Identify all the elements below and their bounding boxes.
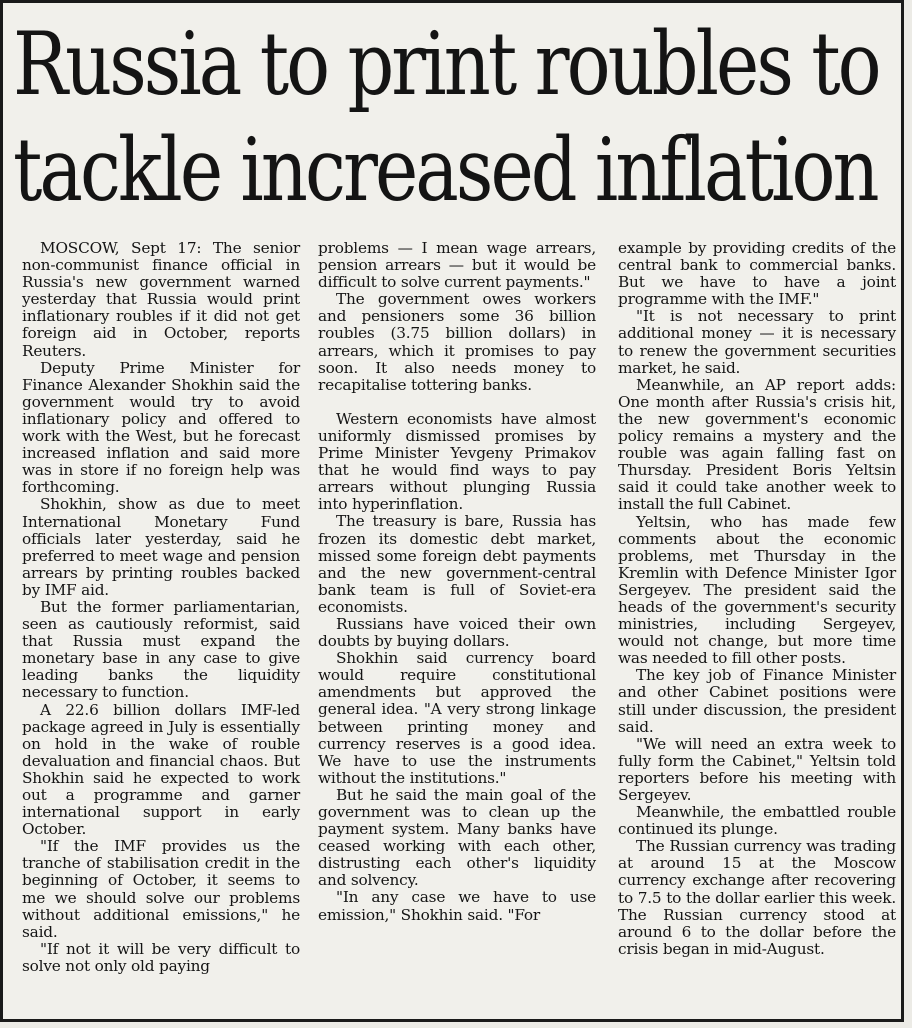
headline-line-1: Russia to print roubles to [13, 13, 879, 115]
paragraph: Yeltsin, who has made few comments about the economic problems, met Thursday in the Kremlin with Defence Minister Igor Sergeyev. The president said the heads of the government's security ministries, including Sergeyev, would not change, but more time was needed to fill other posts. [618, 512, 896, 668]
paragraph: The key job of Finance Minister and other Cabinet positions were still under discussion, the president said. [618, 666, 896, 736]
article-column-2 [318, 240, 596, 924]
headline [13, 11, 879, 223]
paragraph: "It is not necessary to print additional money — it is necessary to renew the government securities market, he said. [618, 307, 896, 377]
paragraph: A 22.6 billion dollars IMF-led package agreed in July is essentially on hold in the wake of rouble devaluation and financial chaos. But Shokhin said he expected to work out a programme and garner international support in early October. [22, 700, 300, 839]
paragraph: "If the IMF provides us the tranche of stabilisation credit in the beginning of October, it seems to me we should solve our problems without additional emissions," he said. [22, 837, 300, 941]
paragraph: "In any case we have to use emission," Shokhin said. "For [318, 888, 596, 924]
paragraph: Shokhin said currency board would require constitutional amendments but approved the general idea. "A very strong linkage between printing money and currency reserves is a good idea. We have to use the instruments without the institutions." [318, 649, 596, 787]
paragraph: Russians have voiced their own doubts by buying dollars. [318, 614, 596, 651]
paragraph: problems — I mean wage arrears, pension arrears — but it would be difficult to solve current payments." [318, 239, 596, 292]
paragraph: The treasury is bare, Russia has frozen its domestic debt market, missed some foreign debt payments and the new government-central bank team is full of Soviet-era economists. [318, 512, 596, 616]
paragraph: Deputy Prime Minister for Finance Alexander Shokhin said the government would try to avoid inflationary policy and offered to work with the West, but he forecast increased inflation and said more was in store if no foreign help was forthcoming. [22, 358, 300, 497]
paragraph: Western economists have almost uniformly dismissed promises by Prime Minister Yevgeny Primakov that he would find ways to pay arrears without plunging Russia into hyperinflation. [318, 409, 596, 514]
paragraph: "If not it will be very difficult to solve not only old paying [22, 939, 300, 975]
paragraph: example by providing credits of the central bank to commercial banks. But we have to have a joint programme with the IMF." [618, 239, 896, 309]
paragraph: But he said the main goal of the government was to clean up the payment system. Many banks have ceased working with each other, distrusting each other's liquidity and solvency. [318, 785, 596, 890]
article-column-1 [22, 240, 300, 975]
paragraph: "We will need an extra week to fully form the Cabinet," Yeltsin told reporters before his meeting with Sergeyev. [618, 734, 896, 804]
paragraph: The Russian currency was trading at around 15 at the Moscow currency exchange after recovering to 7.5 to the dollar earlier this week. The Russian currency stood at around 6 to the dollar before the crisis began in mid-August. [618, 837, 896, 958]
headline-line-2: tackle increased inflation [13, 119, 877, 221]
paragraph: MOSCOW, Sept 17: The senior non-communist finance official in Russia's new government warned yesterday that Russia would print inflationary roubles if it did not get foreign aid in October, reports Reuters. [22, 239, 300, 360]
article-column-3 [618, 240, 896, 958]
paragraph: But the former parliamentarian, seen as cautiously reformist, said that Russia must expand the monetary base in any case to give leading banks the liquidity necessary to function. [22, 597, 300, 702]
paragraph: Shokhin, show as due to meet International Monetary Fund officials later yesterday, said he preferred to meet wage and pension arrears by printing roubles backed by IMF aid. [22, 495, 300, 599]
paragraph: Meanwhile, the embattled rouble continued its plunge. [618, 803, 896, 839]
paragraph: The government owes workers and pensioners some 36 billion roubles (3.75 billion dollars) in arrears, which it promises to pay soon. It also needs money to recapitalise tottering banks. [318, 290, 596, 394]
paragraph: Meanwhile, an AP report adds: One month after Russia's crisis hit, the new government's economic policy remains a mystery and the rouble was again falling fast on Thursday. President Boris Yeltsin said it could take another week to install the full Cabinet. [618, 375, 896, 514]
